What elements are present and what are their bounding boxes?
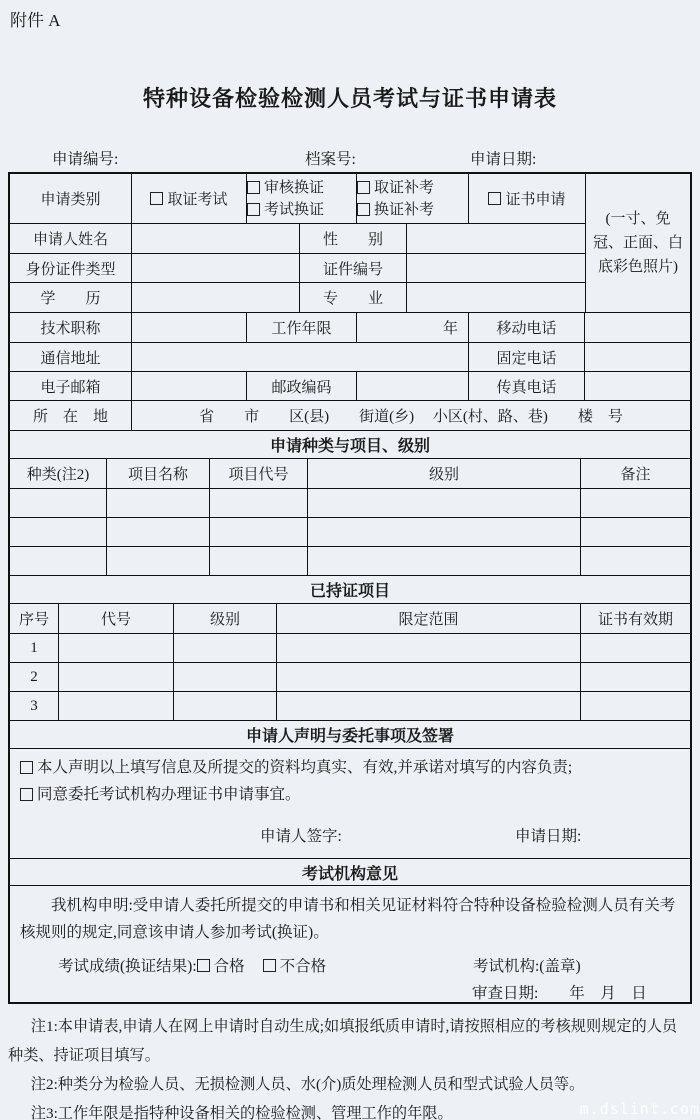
apply-row-cell[interactable]: [581, 489, 690, 517]
option-exam-renewal[interactable]: 考试换证: [247, 199, 324, 221]
pass-label: 合格: [213, 958, 245, 975]
held-row-cell[interactable]: [174, 634, 277, 662]
field-email[interactable]: [132, 372, 247, 400]
declaration-item-1-text: 本人声明以上填写信息及所提交的资料均真实、有效,并承诺对填写的内容负责;: [37, 759, 573, 776]
col-scope-label: 限定范围: [277, 604, 581, 633]
apply-section-title: 申请种类与项目、级别: [269, 438, 430, 455]
option-retake-group: [357, 174, 469, 223]
option-certificate-apply-label: 证书申请: [505, 192, 566, 208]
held-row-cell[interactable]: [277, 663, 581, 691]
checkbox-fail-icon[interactable]: [263, 959, 276, 972]
col-code-label: 代号: [59, 604, 174, 633]
apply-row-cell[interactable]: [107, 547, 210, 575]
held-row: [10, 692, 690, 721]
field-major[interactable]: [407, 283, 585, 312]
declaration-body: [10, 749, 690, 859]
held-row-cell[interactable]: [581, 692, 690, 720]
field-work-years[interactable]: [357, 313, 469, 342]
apply-row: [10, 547, 690, 576]
id-type-label: 身份证件类型: [10, 254, 132, 282]
review-date-label: 审查日期: 年 月 日: [472, 985, 647, 1002]
form-title: 特种设备检验检测人员考试与证书申请表: [142, 86, 557, 111]
held-row: [10, 663, 690, 692]
top-section: [10, 174, 690, 313]
held-row: [10, 634, 690, 663]
declaration-item-1: [10, 749, 690, 781]
field-mail-address[interactable]: [132, 343, 469, 371]
footnote-3: 注3:工作年限是指特种设备相关的检验检测、管理工作的年限。: [30, 1105, 453, 1120]
checkbox-certificate-apply-icon[interactable]: [488, 192, 501, 205]
held-row-cell[interactable]: [59, 634, 174, 662]
apply-row-cell[interactable]: [308, 518, 581, 546]
col-remark-label: 备注: [620, 467, 651, 483]
apply-row-cell[interactable]: [210, 547, 308, 575]
footnote-2: 注2:种类分为检验人员、无损检测人员、水(介)质处理检测人员和型式试验人员等。: [30, 1076, 585, 1093]
postcode-label: 邮政编码: [247, 372, 357, 400]
apply-row-cell[interactable]: [210, 489, 308, 517]
field-gender[interactable]: [407, 224, 585, 253]
held-row-cell[interactable]: [59, 692, 174, 720]
col-seq-label: 序号: [10, 604, 59, 633]
application-number-label: 申请编号:: [52, 151, 119, 168]
checkbox-renewal-retake-icon[interactable]: [357, 203, 370, 216]
gender-label: 性 别: [300, 224, 407, 253]
applicant-sign-date-label: 申请日期:: [515, 828, 582, 845]
apply-row: [10, 489, 690, 518]
col-project-name-label: 项目名称: [107, 459, 210, 488]
org-opinion-body: [10, 886, 690, 1002]
apply-row: [10, 518, 690, 547]
mail-address-label: 通信地址: [10, 343, 132, 371]
field-location[interactable]: 省 市 区(县) 街道(乡) 小区(村、路、巷) 楼 号: [199, 409, 623, 425]
photo-area: [585, 174, 690, 312]
id-number-label: 证件编号: [300, 254, 407, 282]
applicant-name-label: 申请人姓名: [10, 224, 132, 253]
field-tech-title[interactable]: [132, 313, 247, 342]
exam-org-seal-label: 考试机构:(盖章): [473, 958, 581, 975]
checkbox-obtain-exam-icon[interactable]: [150, 192, 163, 205]
watermark: m.dslint.com: [579, 1100, 700, 1118]
option-certificate-apply[interactable]: [469, 174, 585, 223]
fail-label: 不合格: [279, 958, 327, 975]
org-section-title: 考试机构意见: [301, 865, 398, 883]
held-row-cell[interactable]: [277, 634, 581, 662]
work-years-unit: 年: [442, 321, 458, 337]
option-obtain-retake[interactable]: 取证补考: [357, 177, 434, 199]
checkbox-declaration-1-icon[interactable]: [20, 761, 33, 774]
field-applicant-name[interactable]: [132, 224, 300, 253]
applicant-signature-label: 申请人签字:: [260, 828, 342, 845]
col-kind-label: 种类(注2): [10, 459, 107, 488]
held-section-title: 已持证项目: [309, 583, 390, 600]
held-row-cell[interactable]: [277, 692, 581, 720]
application-form-table: [8, 172, 692, 1004]
col-project-code-label: 项目代号: [210, 459, 308, 488]
tech-title-label: 技术职称: [10, 313, 132, 342]
held-row-seq: 3: [10, 692, 59, 720]
apply-row-cell[interactable]: [107, 489, 210, 517]
declaration-item-2-text: 同意委托考试机构办理证书申请事宜。: [37, 786, 301, 803]
field-id-type[interactable]: [132, 254, 300, 282]
apply-row-cell[interactable]: [210, 518, 308, 546]
held-row-cell[interactable]: [174, 663, 277, 691]
apply-row-cell[interactable]: [308, 547, 581, 575]
option-renewal-retake[interactable]: 换证补考: [357, 199, 434, 221]
education-label: 学 历: [10, 283, 132, 312]
fax-label: 传真电话: [469, 372, 585, 400]
landline-label: 固定电话: [469, 343, 585, 371]
held-row-cell[interactable]: [174, 692, 277, 720]
declaration-section-title: 申请人声明与委托事项及签署: [245, 728, 454, 745]
option-renewal-group: [247, 174, 357, 223]
field-mobile[interactable]: [585, 313, 690, 342]
field-id-number[interactable]: [407, 254, 585, 282]
checkbox-exam-renewal-icon[interactable]: [247, 203, 260, 216]
location-label: 所 在 地: [10, 401, 132, 430]
apply-row-cell[interactable]: [107, 518, 210, 546]
col-held-level-label: 级别: [174, 604, 277, 633]
apply-row-cell[interactable]: [10, 489, 107, 517]
held-row-seq: 2: [10, 663, 59, 691]
file-number-label: 档案号:: [305, 151, 356, 168]
field-education[interactable]: [132, 283, 300, 312]
checkbox-obtain-retake-icon[interactable]: [357, 181, 370, 194]
pre-table-row: [0, 147, 700, 167]
exam-result-label: 考试成绩(换证结果):: [58, 958, 197, 975]
option-review-renewal[interactable]: 审核换证: [247, 177, 324, 199]
held-row-cell[interactable]: [59, 663, 174, 691]
email-label: 电子邮箱: [10, 372, 132, 400]
col-level-label: 级别: [308, 459, 581, 488]
org-statement: 我机构申明:受申请人委托所提交的申请书和相关见证材料符合特种设备检验检测人员有关考核规则的规定,同意该申请人参加考试(换证)。: [20, 897, 676, 941]
mobile-label: 移动电话: [469, 313, 585, 342]
footnote-1: 注1:本申请表,申请人在网上申请时自动生成;如填报纸质申请时,请按照相应的考核规则规定的人员种类、持证项目填写。: [8, 1018, 678, 1064]
checkbox-review-renewal-icon[interactable]: [247, 181, 260, 194]
apply-row-cell[interactable]: [308, 489, 581, 517]
field-postcode[interactable]: [357, 372, 469, 400]
option-obtain-exam-label: 取证考试: [167, 192, 228, 208]
work-years-label: 工作年限: [247, 313, 357, 342]
major-label: 专 业: [300, 283, 407, 312]
declaration-item-2: [10, 781, 690, 808]
held-row-seq: 1: [10, 634, 59, 662]
org-result-line: [58, 954, 326, 976]
option-obtain-exam[interactable]: [132, 174, 247, 223]
apply-row-cell[interactable]: [581, 518, 690, 546]
held-row-cell[interactable]: [581, 663, 690, 691]
checkbox-declaration-2-icon[interactable]: [20, 788, 33, 801]
photo-note: (一寸、免冠、正面、白底彩色照片): [592, 211, 683, 275]
field-fax[interactable]: [585, 372, 690, 400]
application-date-label: 申请日期:: [470, 151, 537, 168]
held-row-cell[interactable]: [581, 634, 690, 662]
apply-category-label: 申请类别: [10, 174, 132, 223]
apply-row-cell[interactable]: [10, 547, 107, 575]
checkbox-pass-icon[interactable]: [197, 959, 210, 972]
col-validity-label: 证书有效期: [597, 612, 673, 628]
apply-row-cell[interactable]: [10, 518, 107, 546]
field-landline[interactable]: [585, 343, 690, 371]
apply-row-cell[interactable]: [581, 547, 690, 575]
attachment-label: 附件 A: [10, 11, 61, 30]
